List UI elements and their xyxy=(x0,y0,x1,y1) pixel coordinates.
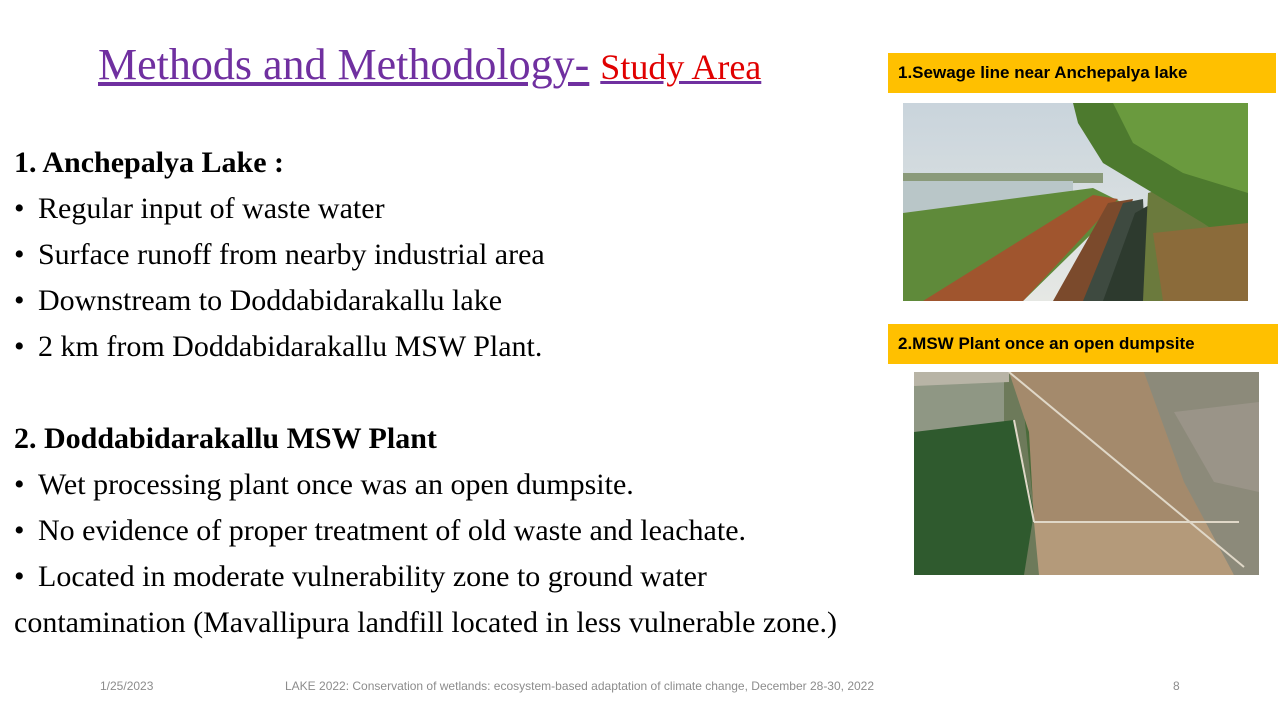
section2-heading: 2. Doddabidarakallu MSW Plant xyxy=(14,422,437,455)
sewage-line-photo xyxy=(903,103,1248,301)
bullet-dot: • xyxy=(14,468,25,501)
bullet-item xyxy=(14,508,894,554)
bullet-text: No evidence of proper treatment of old waste and leachate. xyxy=(38,514,747,547)
figure1-caption: 1.Sewage line near Anchepalya lake xyxy=(888,53,1276,93)
bullet-text: Regular input of waste water xyxy=(38,192,385,225)
slide-title xyxy=(98,38,838,94)
slide-title-sub: Study Area xyxy=(600,47,762,87)
footer-page-number: 8 xyxy=(1173,679,1180,693)
bullet-item xyxy=(14,186,894,232)
bullet-dot: • xyxy=(14,514,25,547)
bullet-item xyxy=(14,554,894,600)
bullet-dot: • xyxy=(14,284,25,317)
footer-conference: LAKE 2022: Conservation of wetlands: ecosystem-based adaptation of climate change, December 28-30, 2022 xyxy=(285,679,875,693)
figure2-caption: 2.MSW Plant once an open dumpsite xyxy=(888,324,1278,364)
bullet-continuation: contamination (Mavallipura landfill located in less vulnerable zone.) xyxy=(14,606,838,639)
bullet-dot: • xyxy=(14,238,25,271)
bullet-dot: • xyxy=(14,560,25,593)
bullet-text: Located in moderate vulnerability zone to ground water xyxy=(38,560,707,593)
bullet-item xyxy=(14,278,894,324)
footer-date: 1/25/2023 xyxy=(100,679,154,693)
bullet-dot: • xyxy=(14,330,25,363)
bullet-item xyxy=(14,462,894,508)
msw-plant-aerial-illustration xyxy=(914,372,1259,575)
section-spacer xyxy=(14,370,894,416)
section1-heading: 1. Anchepalya Lake : xyxy=(14,146,285,179)
msw-plant-aerial-photo xyxy=(914,372,1259,575)
bullet-item xyxy=(14,324,894,370)
slide-body xyxy=(14,140,894,646)
bullet-dot: • xyxy=(14,192,25,225)
bullet-item xyxy=(14,232,894,278)
bullet-text: Surface runoff from nearby industrial area xyxy=(38,238,545,271)
sewage-line-illustration xyxy=(903,103,1248,301)
bullet-text: Downstream to Doddabidarakallu lake xyxy=(38,284,503,317)
bullet-text: 2 km from Doddabidarakallu MSW Plant. xyxy=(38,330,543,363)
bullet-text: Wet processing plant once was an open dumpsite. xyxy=(38,468,634,501)
slide-title-main: Methods and Methodology- xyxy=(98,40,590,89)
